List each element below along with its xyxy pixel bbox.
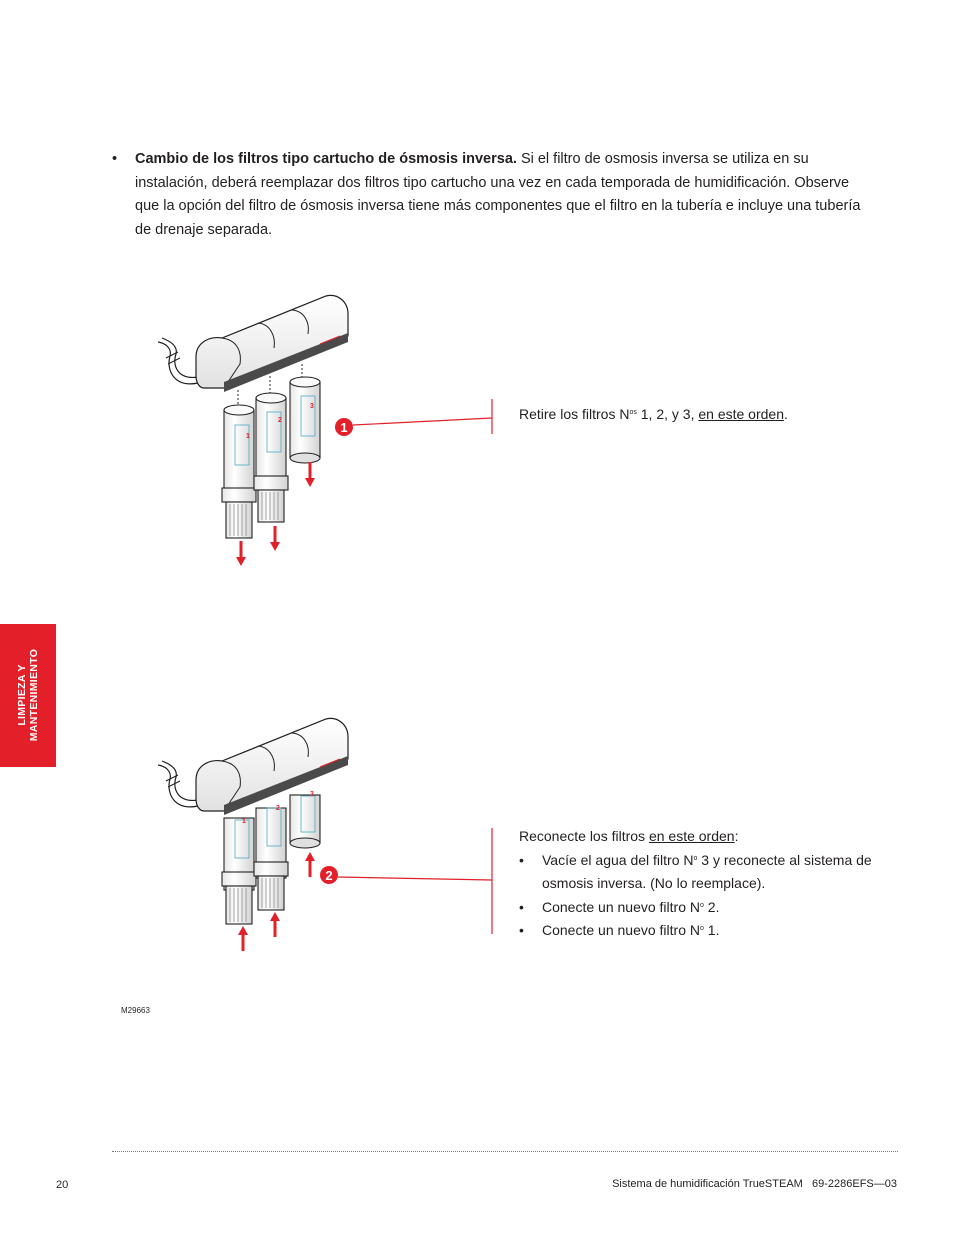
footer-text: Sistema de humidificación TrueSTEAM 69-2286EFS—03 (612, 1178, 897, 1190)
arrow-up-1-icon (238, 926, 248, 951)
step-2-list (519, 849, 909, 943)
arrow-up-2-icon (270, 912, 280, 937)
side-tab-line-1: LIMPIEZA Y (16, 664, 28, 726)
list-item: • Vacíe el agua del filtro $N^o$ 3 y reconecte al sistema de osmosis inversa. (No lo reemplace). (519, 851, 872, 891)
step-1-prefix: Retire los filtros N (519, 406, 630, 422)
filter-label-1: 1 (246, 433, 250, 440)
intro-title: Cambio de los filtros tipo cartucho de ósmosis inversa. (135, 151, 517, 167)
superscript: os (629, 409, 637, 416)
filter-label-1: 1 (242, 818, 246, 825)
filter-label-2: 2 (276, 805, 280, 812)
figure-step-1 (158, 295, 492, 566)
page-number: 20 (56, 1179, 69, 1191)
footer-divider (112, 1151, 898, 1152)
filter-label-2: 2 (278, 417, 282, 424)
intro-body: Si el filtro de osmosis inversa se utiliza en su instalación, deberá reemplazar dos filtros tipo cartucho una vez en cada temporada de humidificación. Observe que la opción del filtro de ósmosis inversa tiene más componentes que el filtro en la tubería e incluye una tubería de drenaje separada. (135, 151, 861, 238)
arrow-down-2-icon (270, 526, 280, 551)
step-1-suffix: . (783, 406, 788, 422)
list-item: • Conecte un nuevo filtro $N^o$ 2. (519, 898, 720, 915)
step-1-instruction (519, 404, 788, 424)
callout-1-number: 1 (340, 420, 348, 435)
step-1-middle: 1, 2, y 3, (636, 406, 699, 422)
emphasis-order: en este orden (648, 828, 735, 844)
side-tab-line-2: MANTENIMIENTO (28, 648, 40, 742)
emphasis-order: en este orden (698, 406, 784, 422)
figure-step-2 (158, 718, 492, 951)
figure-id: M29663 (121, 1006, 150, 1015)
filter-label-3: 3 (310, 791, 314, 798)
step-2-intro: Reconecte los filtros en este orden: (519, 828, 739, 844)
bullet-marker: • (112, 151, 118, 167)
step-2-instruction (519, 825, 909, 943)
arrow-down-1-icon (236, 541, 246, 566)
list-item: • Conecte un nuevo filtro $N^o$ 1. (519, 922, 720, 938)
arrow-down-3-icon (305, 462, 315, 487)
callout-2-number: 2 (325, 868, 333, 883)
filter-label-3: 3 (310, 403, 314, 410)
arrow-up-3-icon (305, 852, 315, 877)
